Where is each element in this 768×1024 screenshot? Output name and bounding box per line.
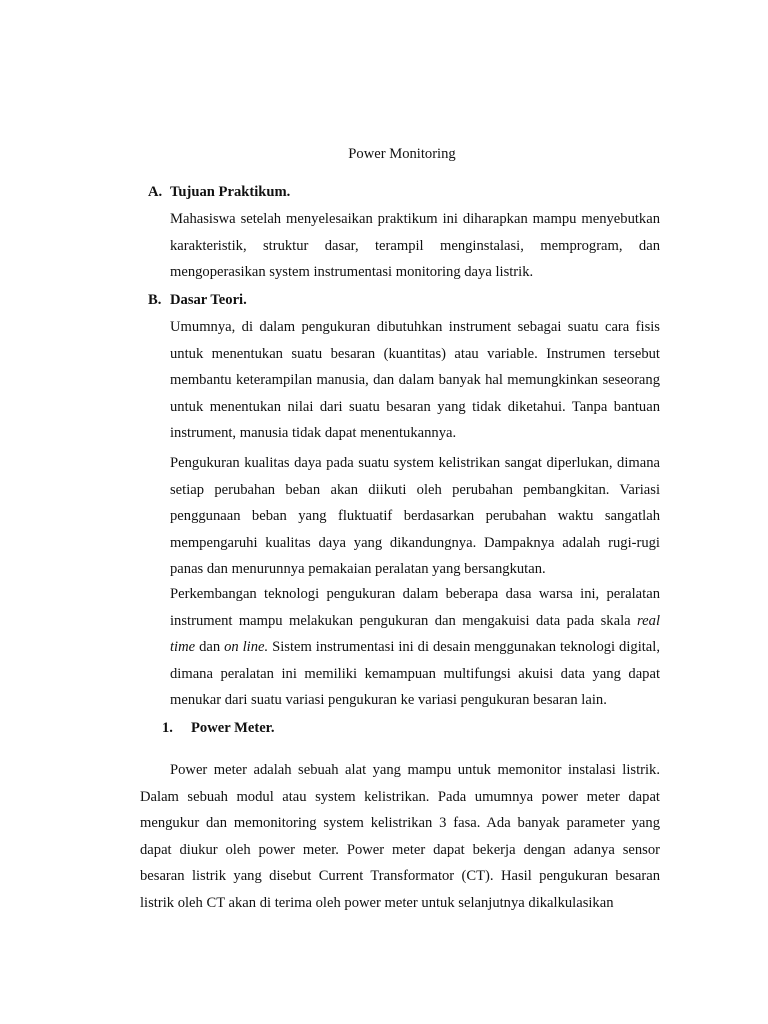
subsection-1-title: Power Meter. [191,720,275,736]
section-a-marker: A. [148,184,163,200]
subsection-1-marker: 1. [162,720,173,736]
section-a-heading [148,184,290,201]
section-b-paragraph-3-italic-1: real time [170,612,660,656]
section-b-heading [148,292,247,309]
section-b-paragraph-3-text-1: Perkembangan teknologi pengukuran dalam beberapa dasa warsa ini, peralatan instrument mampu melakukan pengukuran dan mengakuisi data pada skala [170,586,660,629]
subsection-1-paragraph: Power meter adalah sebuah alat yang mampu untuk memonitor instalasi listrik. Dalam sebuah modul atau system kelistrikan. Pada umumnya power meter dapat mengukur dan memonitoring system kelistrikan 3 fasa. Ada banyak parameter yang dapat diukur oleh power meter. Power meter dapat bekerja dengan adanya sensor besaran listrik yang disebut Current Transformator (CT). Hasil pengukuran besaran listrik oleh CT akan di terima oleh power meter untuk selanjutnya dikalkulasikan [140,762,660,911]
section-b-paragraph-3 [170,581,660,714]
section-a-paragraph: Mahasiswa setelah menyelesaikan praktikum ini diharapkan mampu menyebutkan karakteristik, struktur dasar, terampil menginstalasi, memprogram, dan mengoperasikan system instrumentasi monitoring daya listrik. [170,211,660,281]
section-b-paragraph-3-text-3: Sistem instrumentasi ini di desain menggunakan teknologi digital, dimana peralatan ini memiliki kemampuan multifungsi akuisi data yang dapat menukar dari suatu variasi pengukuran ke variasi pengukuran besaran lain. [170,639,660,709]
document-title: Power Monitoring [348,146,456,162]
section-b-paragraph-3-italic-2: on line. [224,639,269,656]
subsection-1-heading [162,720,274,737]
section-b-paragraph-3-text-2: dan [195,639,225,656]
section-b-title: Dasar Teori. [170,292,247,308]
section-b-paragraph-1: Umumnya, di dalam pengukuran dibutuhkan instrument sebagai suatu cara fisis untuk menentukan suatu besaran (kuantitas) atau variable. Instrumen tersebut membantu keterampilan manusia, dan dalam banyak hal memungkinkan seseorang untuk menentukan nilai dari suatu besaran yang tidak diketahui. Tanpa bantuan instrument, manusia tidak dapat menentukannya. [170,319,660,442]
section-b-paragraph-2: Pengukuran kualitas daya pada suatu system kelistrikan sangat diperlukan, dimana setiap perubahan beban akan diikuti oleh perubahan pembangkitan. Variasi penggunaan beban yang fluktuatif berdasarkan perubahan waktu sangatlah mempengaruhi kualitas daya yang dikandungnya. Dampaknya adalah rugi-rugi panas dan menurunnya pemakaian peralatan yang bersangkutan. [170,455,660,578]
section-b-marker: B. [148,292,162,308]
section-a-title: Tujuan Praktikum. [170,184,291,200]
